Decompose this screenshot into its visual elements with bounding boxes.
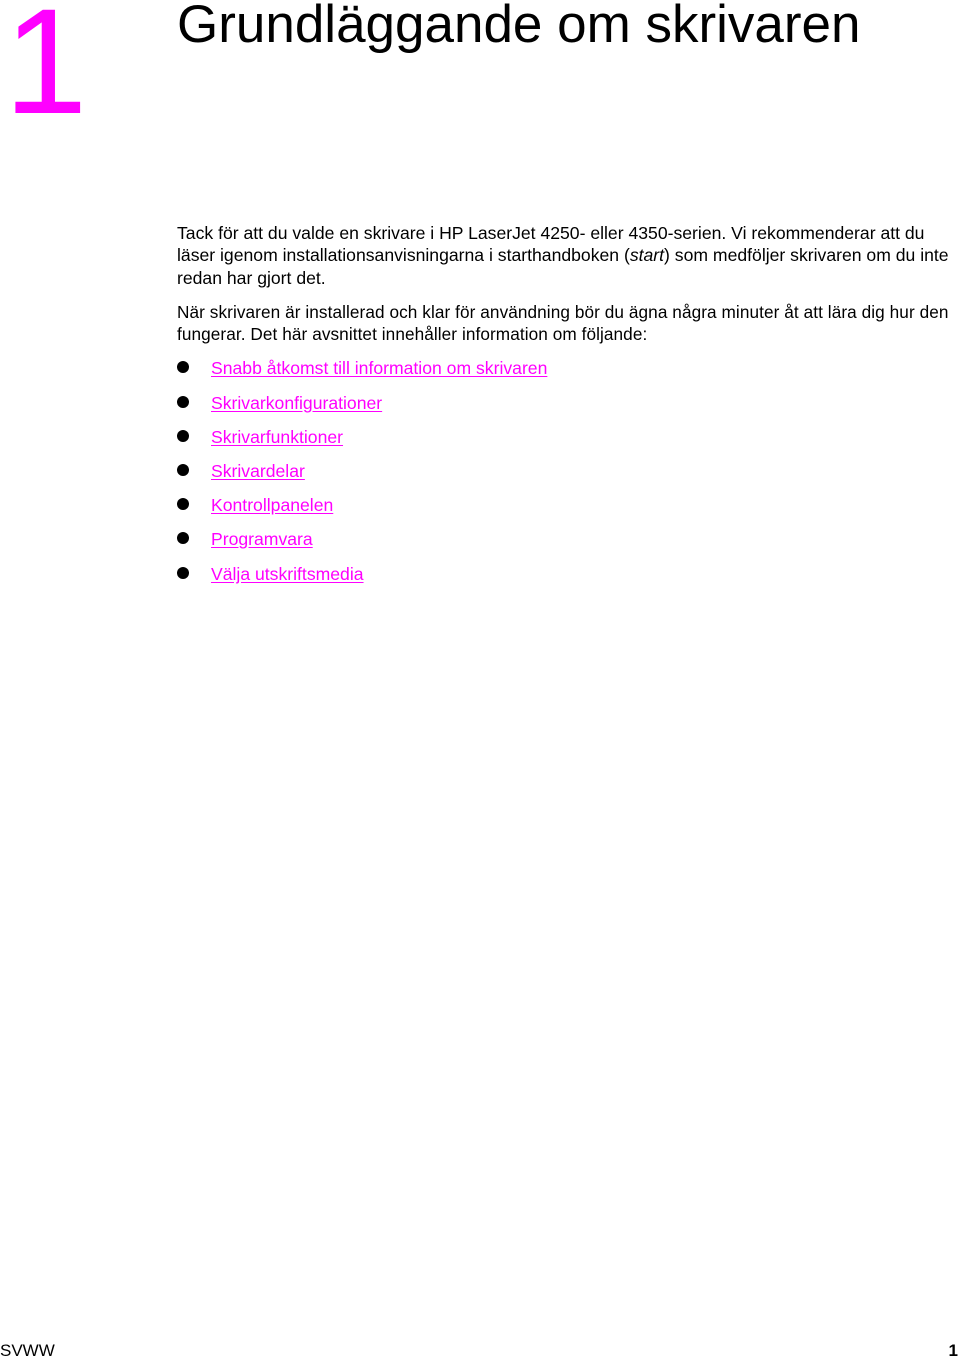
list-item <box>177 563 955 597</box>
footer-locale: SVWW <box>0 1341 55 1360</box>
bullet-icon <box>177 430 189 442</box>
link-software[interactable]: Programvara <box>211 529 313 550</box>
chapter-content <box>177 222 955 597</box>
link-control-panel[interactable]: Kontrollpanelen <box>211 495 334 516</box>
bullet-icon <box>177 532 189 544</box>
intro-text-start: Tack för att du valde en skrivare i HP LaserJet 4250- eller 4350-serien. Vi rekommenderar att du läser igenom installationsanvisningarna i starthandboken ( <box>177 223 925 266</box>
bullet-icon <box>177 396 189 408</box>
intro-paragraph <box>177 222 955 289</box>
intro-text-end: ) som medföljer skrivaren om du inte redan har gjort det. <box>177 245 949 288</box>
page-number: 1 <box>948 1341 958 1360</box>
overview-paragraph: När skrivaren är installerad och klar för användning bör du ägna några minuter åt att lära dig hur den fungerar. Det här avsnittet innehåller information om följande: <box>177 301 949 345</box>
list-item <box>177 357 955 391</box>
topic-link-list <box>177 357 955 596</box>
list-item <box>177 528 955 562</box>
bullet-icon <box>177 567 189 579</box>
list-item <box>177 392 955 426</box>
start-guide-title: start <box>629 245 665 266</box>
list-item <box>177 426 955 460</box>
bullet-icon <box>177 464 189 476</box>
bullet-icon <box>177 498 189 510</box>
link-quick-access[interactable]: Snabb åtkomst till information om skrivaren <box>211 358 548 379</box>
link-printer-parts[interactable]: Skrivardelar <box>211 461 305 482</box>
list-item <box>177 460 955 494</box>
list-item <box>177 494 955 528</box>
chapter-number: 1 <box>4 0 88 145</box>
link-printer-configurations[interactable]: Skrivarkonfigurationer <box>211 392 383 413</box>
link-printer-features[interactable]: Skrivarfunktioner <box>211 426 344 447</box>
link-print-media[interactable]: Välja utskriftsmedia <box>211 563 364 584</box>
chapter-title: Grundläggande om skrivaren <box>177 0 861 54</box>
bullet-icon <box>177 361 189 373</box>
